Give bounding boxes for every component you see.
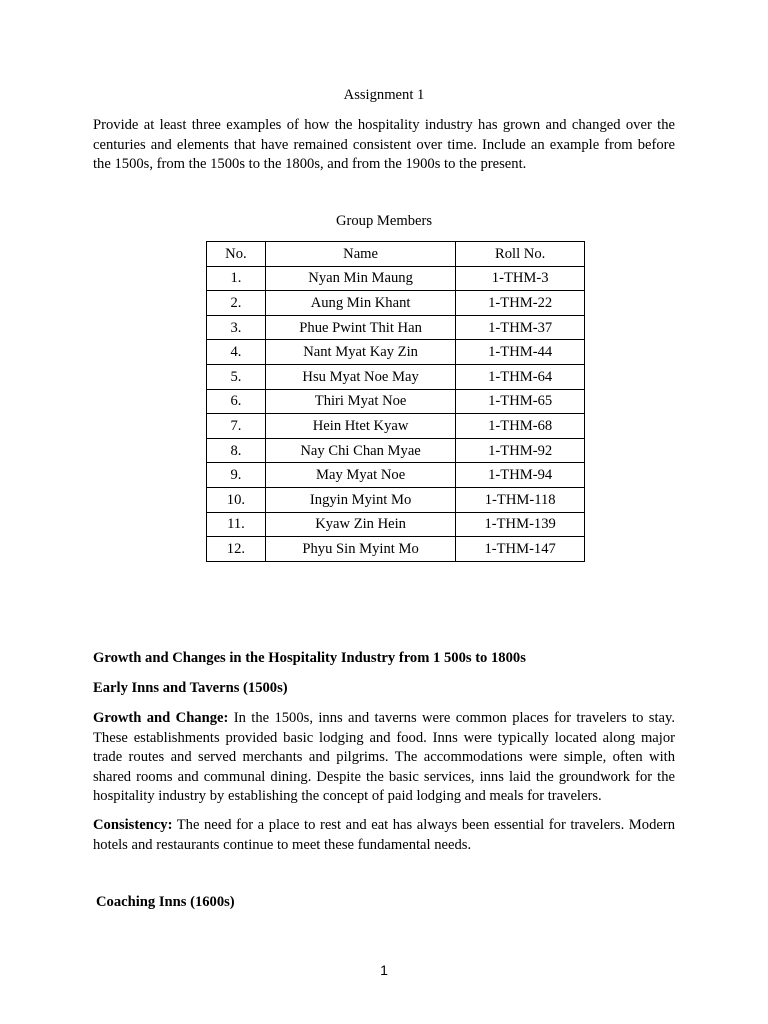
consistency-label: Consistency:	[93, 817, 173, 833]
table-row	[207, 389, 585, 414]
table-row	[207, 414, 585, 439]
cell-name: May Myat Noe	[265, 463, 455, 488]
consistency-paragraph	[93, 816, 675, 855]
cell-no: 9.	[207, 463, 266, 488]
cell-no: 10.	[207, 487, 266, 512]
page-number: 1	[380, 962, 388, 978]
subsection-heading-coaching-inns: Coaching Inns (1600s)	[96, 894, 235, 910]
cell-roll-no: 1-THM-94	[456, 463, 585, 488]
cell-roll-no: 1-THM-22	[456, 291, 585, 316]
cell-name: Aung Min Khant	[265, 291, 455, 316]
cell-name: Nant Myat Kay Zin	[265, 340, 455, 365]
consistency-text: The need for a place to rest and eat has always been essential for travelers. Modern hotels and restaurants continue to meet these fundamental needs.	[93, 817, 675, 853]
assignment-prompt: Provide at least three examples of how the hospitality industry has grown and changed over the centuries and elements that have remained consistent over time. Include an example from before the 1500s, from the 1500s to the 1800s, and from the 1900s to the present.	[93, 117, 675, 172]
cell-name: Kyaw Zin Hein	[265, 512, 455, 537]
cell-roll-no: 1-THM-64	[456, 364, 585, 389]
cell-no: 8.	[207, 438, 266, 463]
table-header-row	[207, 242, 585, 267]
cell-roll-no: 1-THM-68	[456, 414, 585, 439]
cell-no: 2.	[207, 291, 266, 316]
cell-no: 4.	[207, 340, 266, 365]
cell-name: Hein Htet Kyaw	[265, 414, 455, 439]
section-heading: Growth and Changes in the Hospitality Industry from 1 500s to 1800s	[93, 650, 526, 666]
table-row	[207, 438, 585, 463]
table-row	[207, 512, 585, 537]
cell-name: Thiri Myat Noe	[265, 389, 455, 414]
growth-label: Growth and Change:	[93, 710, 229, 726]
cell-no: 5.	[207, 364, 266, 389]
subsection-heading-early-inns: Early Inns and Taverns (1500s)	[93, 680, 288, 696]
column-header-name: Name	[265, 242, 455, 267]
table-row	[207, 291, 585, 316]
cell-name: Nay Chi Chan Myae	[265, 438, 455, 463]
cell-no: 1.	[207, 266, 266, 291]
cell-roll-no: 1-THM-139	[456, 512, 585, 537]
cell-roll-no: 1-THM-3	[456, 266, 585, 291]
cell-no: 3.	[207, 315, 266, 340]
growth-and-change-paragraph	[93, 709, 675, 807]
assignment-title: Assignment 1	[343, 87, 425, 103]
table-row	[207, 364, 585, 389]
table-row	[207, 537, 585, 562]
cell-roll-no: 1-THM-118	[456, 487, 585, 512]
cell-no: 11.	[207, 512, 266, 537]
column-header-roll-no: Roll No.	[456, 242, 585, 267]
table-row	[207, 266, 585, 291]
cell-roll-no: 1-THM-92	[456, 438, 585, 463]
growth-text: In the 1500s, inns and taverns were common places for travelers to stay. These establishments provided basic lodging and food. Inns were typically located along major trade routes and served merchants and pilgrims. The accommodations were simple, often with shared rooms and communal dining. Despite the basic services, inns laid the groundwork for the hospitality industry by establishing the concept of paid lodging and meals for travelers.	[93, 710, 675, 804]
cell-no: 12.	[207, 537, 266, 562]
cell-name: Phyu Sin Myint Mo	[265, 537, 455, 562]
group-members-table	[206, 241, 585, 562]
cell-roll-no: 1-THM-65	[456, 389, 585, 414]
table-row	[207, 463, 585, 488]
cell-name: Ingyin Myint Mo	[265, 487, 455, 512]
group-members-heading: Group Members	[335, 213, 433, 229]
table-row	[207, 487, 585, 512]
cell-no: 7.	[207, 414, 266, 439]
table-row	[207, 315, 585, 340]
cell-roll-no: 1-THM-44	[456, 340, 585, 365]
cell-name: Hsu Myat Noe May	[265, 364, 455, 389]
cell-no: 6.	[207, 389, 266, 414]
column-header-no: No.	[207, 242, 266, 267]
cell-roll-no: 1-THM-147	[456, 537, 585, 562]
cell-name: Nyan Min Maung	[265, 266, 455, 291]
cell-name: Phue Pwint Thit Han	[265, 315, 455, 340]
cell-roll-no: 1-THM-37	[456, 315, 585, 340]
table-row	[207, 340, 585, 365]
